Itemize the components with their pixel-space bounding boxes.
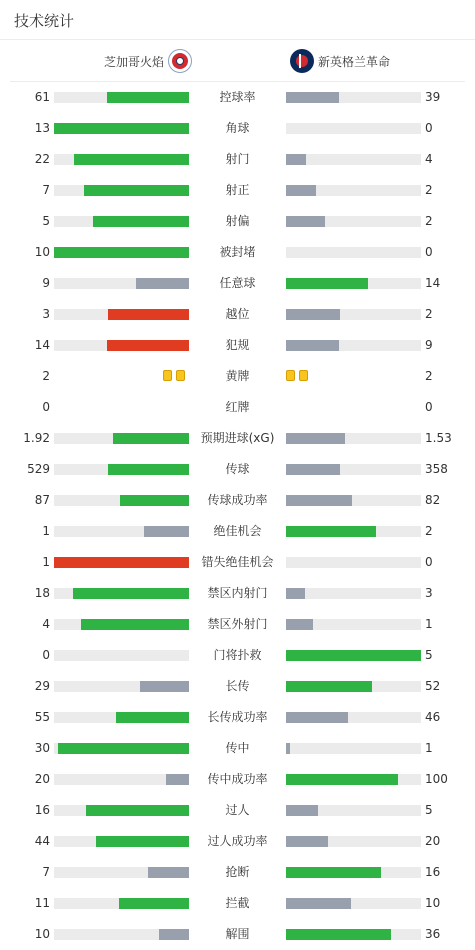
home-stat-bar [54, 526, 189, 537]
home-stat-bar [54, 712, 189, 723]
away-stat-value: 3 [425, 586, 433, 600]
away-stat-bar-fill [286, 216, 325, 227]
away-stat-bar [286, 836, 421, 847]
away-stat-bar [286, 123, 421, 134]
home-stat-bar [54, 898, 189, 909]
away-stat-value: 2 [425, 183, 433, 197]
away-stat-value: 4 [425, 152, 433, 166]
stat-row [0, 268, 475, 299]
away-stat-bar-fill [286, 774, 398, 785]
stat-row [0, 764, 475, 795]
page-title: 技术统计 [14, 12, 75, 30]
stat-label: 红牌 [225, 400, 250, 414]
home-stat-bar-fill [120, 495, 189, 506]
yellow-card-icon [299, 370, 308, 381]
home-stat-value: 87 [34, 493, 50, 507]
stat-label: 犯规 [225, 338, 250, 352]
home-stat-bar [54, 650, 189, 661]
stat-row [0, 392, 475, 423]
away-team-name: 新英格兰革命 [318, 54, 391, 69]
away-stat-value: 1.53 [425, 431, 452, 445]
away-stat-bar-fill [286, 495, 352, 506]
away-team[interactable] [290, 48, 390, 74]
yellow-card-icon [163, 370, 172, 381]
stat-label: 绝佳机会 [213, 524, 262, 538]
home-stat-value: 7 [42, 183, 50, 197]
home-stat-value: 22 [34, 152, 50, 166]
stat-label: 被封堵 [219, 245, 256, 259]
away-stat-bar [286, 278, 421, 289]
stat-label: 越位 [225, 307, 250, 321]
home-stat-value: 4 [42, 617, 50, 631]
stat-label: 射正 [225, 183, 250, 197]
home-stat-value: 14 [34, 338, 50, 352]
away-stat-bar [286, 867, 421, 878]
home-stat-bar-fill [119, 898, 189, 909]
stat-row [0, 82, 475, 113]
home-stat-bar-fill [136, 278, 189, 289]
away-stat-bar [286, 526, 421, 537]
home-stat-bar [54, 309, 189, 320]
home-stat-bar [54, 681, 189, 692]
away-stat-value: 10 [425, 896, 441, 910]
home-stat-bar [54, 836, 189, 847]
stat-label: 长传 [225, 679, 250, 693]
home-stat-bar-fill [166, 774, 189, 785]
away-stat-bar [286, 309, 421, 320]
stat-row [0, 795, 475, 826]
home-stat-bar-fill [54, 247, 189, 258]
home-stat-value: 13 [34, 121, 50, 135]
home-stat-value: 30 [34, 741, 50, 755]
away-stat-bar-fill [286, 154, 306, 165]
away-stat-bar-fill [286, 433, 345, 444]
home-stat-value: 1.92 [23, 431, 50, 445]
home-stat-value: 7 [42, 865, 50, 879]
away-stat-bar [286, 712, 421, 723]
away-stat-bar-fill [286, 743, 290, 754]
chicago-fire-logo-icon [168, 49, 192, 73]
away-stat-bar-fill [286, 805, 318, 816]
home-stat-bar [54, 619, 189, 630]
away-stat-value: 1 [425, 741, 433, 755]
away-stat-value: 36 [425, 927, 441, 941]
away-stat-bar-fill [286, 650, 421, 661]
away-stat-bar [286, 681, 421, 692]
away-stat-bar-fill [286, 340, 339, 351]
stat-row [0, 454, 475, 485]
home-stat-bar [54, 340, 189, 351]
home-stat-bar-fill [107, 340, 189, 351]
away-stat-value: 82 [425, 493, 441, 507]
stat-row [0, 175, 475, 206]
home-stat-bar [54, 743, 189, 754]
yellow-card-icon [176, 370, 185, 381]
away-stat-value: 2 [425, 214, 433, 228]
home-stat-bar [54, 929, 189, 940]
home-stat-bar [54, 805, 189, 816]
stat-label: 长传成功率 [207, 710, 268, 724]
away-stat-bar [286, 898, 421, 909]
home-stat-bar [54, 433, 189, 444]
stat-row [0, 206, 475, 237]
team-header [10, 40, 465, 82]
away-stat-bar-fill [286, 92, 339, 103]
stat-label: 过人成功率 [207, 834, 268, 848]
away-stat-bar [286, 185, 421, 196]
home-stat-bar [54, 247, 189, 258]
home-stat-bar [54, 774, 189, 785]
away-stat-bar-fill [286, 278, 368, 289]
stat-row [0, 702, 475, 733]
stat-label: 禁区外射门 [207, 617, 268, 631]
home-stat-value: 529 [27, 462, 50, 476]
home-stat-bar [54, 867, 189, 878]
stat-row [0, 485, 475, 516]
home-stat-value: 0 [42, 400, 50, 414]
away-stat-bar-fill [286, 867, 381, 878]
home-stat-bar-fill [108, 309, 189, 320]
stat-row [0, 330, 475, 361]
home-stat-value: 18 [34, 586, 50, 600]
away-stat-bar [286, 619, 421, 630]
stat-row [0, 640, 475, 671]
stat-label: 过人 [225, 803, 250, 817]
away-stat-bar-fill [286, 898, 351, 909]
home-stat-bar-fill [116, 712, 189, 723]
home-stat-bar-fill [108, 464, 189, 475]
away-stat-bar [286, 216, 421, 227]
away-stat-bar [286, 433, 421, 444]
away-stat-value: 0 [425, 400, 433, 414]
home-stat-value: 10 [34, 927, 50, 941]
away-stat-value: 52 [425, 679, 441, 693]
away-stat-bar [286, 774, 421, 785]
new-england-revolution-logo-icon [290, 49, 314, 73]
stat-row [0, 144, 475, 175]
stat-label: 预期进球(xG) [200, 431, 275, 445]
stats-header [0, 0, 475, 40]
stat-label: 射偏 [225, 214, 250, 228]
yellow-card-icon [286, 370, 295, 381]
away-stat-value: 39 [425, 90, 441, 104]
away-stat-value: 46 [425, 710, 441, 724]
stat-label: 错失绝佳机会 [201, 555, 274, 569]
stat-label: 传中成功率 [207, 772, 268, 786]
stat-row [0, 888, 475, 919]
home-stat-bar-fill [81, 619, 189, 630]
away-stat-bar [286, 650, 421, 661]
away-stat-bar [286, 92, 421, 103]
stat-row [0, 733, 475, 764]
home-stat-bar [54, 123, 189, 134]
home-stat-bar [54, 278, 189, 289]
home-stat-value: 55 [34, 710, 50, 724]
stat-row [0, 237, 475, 268]
home-stat-bar-fill [107, 92, 189, 103]
home-stat-value: 11 [34, 896, 50, 910]
home-team[interactable] [104, 48, 192, 74]
away-stat-value: 358 [425, 462, 448, 476]
away-stat-value: 2 [425, 369, 433, 383]
away-stat-value: 5 [425, 648, 433, 662]
stats-list [0, 82, 475, 950]
stat-row [0, 826, 475, 857]
home-stat-bar-fill [84, 185, 189, 196]
home-stat-bar [54, 495, 189, 506]
away-stat-bar [286, 154, 421, 165]
home-stat-bar [54, 464, 189, 475]
stat-label: 门将扑救 [213, 648, 262, 662]
stat-label: 角球 [225, 121, 250, 135]
stat-row [0, 113, 475, 144]
away-stat-bar [286, 743, 421, 754]
home-stat-value: 1 [42, 524, 50, 538]
home-stat-bar-fill [74, 154, 189, 165]
home-cards [163, 370, 185, 381]
home-stat-value: 29 [34, 679, 50, 693]
away-stat-bar [286, 340, 421, 351]
away-stat-value: 0 [425, 245, 433, 259]
stat-row [0, 423, 475, 454]
home-stat-bar-fill [140, 681, 189, 692]
stat-label: 射门 [225, 152, 250, 166]
away-stat-value: 2 [425, 524, 433, 538]
stat-label: 任意球 [219, 276, 256, 290]
stat-label: 传球成功率 [207, 493, 268, 507]
home-stat-bar [54, 557, 189, 568]
home-stat-value: 0 [42, 648, 50, 662]
home-stat-bar [54, 92, 189, 103]
home-stat-bar-fill [54, 557, 189, 568]
away-stat-bar-fill [286, 619, 313, 630]
home-stat-value: 16 [34, 803, 50, 817]
stat-label: 解围 [225, 927, 250, 941]
away-stat-value: 0 [425, 121, 433, 135]
home-stat-value: 5 [42, 214, 50, 228]
stat-label: 拦截 [225, 896, 250, 910]
away-stat-bar [286, 929, 421, 940]
away-stat-value: 14 [425, 276, 441, 290]
stat-row [0, 299, 475, 330]
stat-row [0, 361, 475, 392]
stat-row [0, 516, 475, 547]
home-stat-bar [54, 588, 189, 599]
stat-label: 传球 [225, 462, 250, 476]
stat-row [0, 671, 475, 702]
away-cards [286, 370, 308, 381]
away-stat-bar-fill [286, 464, 340, 475]
away-stat-bar-fill [286, 588, 305, 599]
home-stat-bar [54, 185, 189, 196]
home-stat-value: 1 [42, 555, 50, 569]
home-team-name: 芝加哥火焰 [103, 54, 164, 69]
home-stat-bar-fill [113, 433, 189, 444]
stat-label: 禁区内射门 [207, 586, 268, 600]
stat-label: 抢断 [225, 865, 250, 879]
away-stat-bar-fill [286, 929, 391, 940]
away-stat-bar-fill [286, 712, 348, 723]
away-stat-value: 16 [425, 865, 441, 879]
home-stat-value: 20 [34, 772, 50, 786]
stat-row [0, 609, 475, 640]
away-stat-bar [286, 495, 421, 506]
home-stat-value: 2 [42, 369, 50, 383]
home-stat-bar-fill [144, 526, 189, 537]
away-stat-bar [286, 588, 421, 599]
home-stat-value: 3 [42, 307, 50, 321]
away-stat-bar [286, 247, 421, 258]
away-stat-value: 0 [425, 555, 433, 569]
away-stat-value: 100 [425, 772, 448, 786]
home-stat-bar [54, 216, 189, 227]
away-stat-bar-fill [286, 836, 328, 847]
stat-row [0, 919, 475, 950]
home-stat-bar-fill [148, 867, 189, 878]
home-stat-bar-fill [86, 805, 189, 816]
away-stat-value: 1 [425, 617, 433, 631]
away-stat-bar-fill [286, 309, 340, 320]
away-stat-bar-fill [286, 526, 376, 537]
stat-row [0, 547, 475, 578]
away-stat-bar [286, 464, 421, 475]
home-stat-bar-fill [54, 123, 189, 134]
home-stat-bar-fill [96, 836, 189, 847]
away-stat-value: 9 [425, 338, 433, 352]
home-stat-bar-fill [73, 588, 189, 599]
stat-row [0, 578, 475, 609]
stat-label: 黄牌 [225, 369, 250, 383]
away-stat-bar-fill [286, 681, 372, 692]
home-stat-bar [54, 154, 189, 165]
home-stat-bar-fill [159, 929, 189, 940]
away-stat-bar-fill [286, 185, 316, 196]
home-stat-value: 44 [34, 834, 50, 848]
away-stat-value: 2 [425, 307, 433, 321]
home-stat-value: 61 [34, 90, 50, 104]
home-stat-bar-fill [93, 216, 189, 227]
away-stat-value: 5 [425, 803, 433, 817]
home-stat-value: 10 [34, 245, 50, 259]
home-stat-value: 9 [42, 276, 50, 290]
away-stat-bar [286, 805, 421, 816]
home-stat-bar-fill [58, 743, 189, 754]
stat-row [0, 857, 475, 888]
away-stat-bar [286, 557, 421, 568]
stat-label: 传中 [225, 741, 250, 755]
stat-label: 控球率 [219, 90, 256, 104]
away-stat-value: 20 [425, 834, 441, 848]
